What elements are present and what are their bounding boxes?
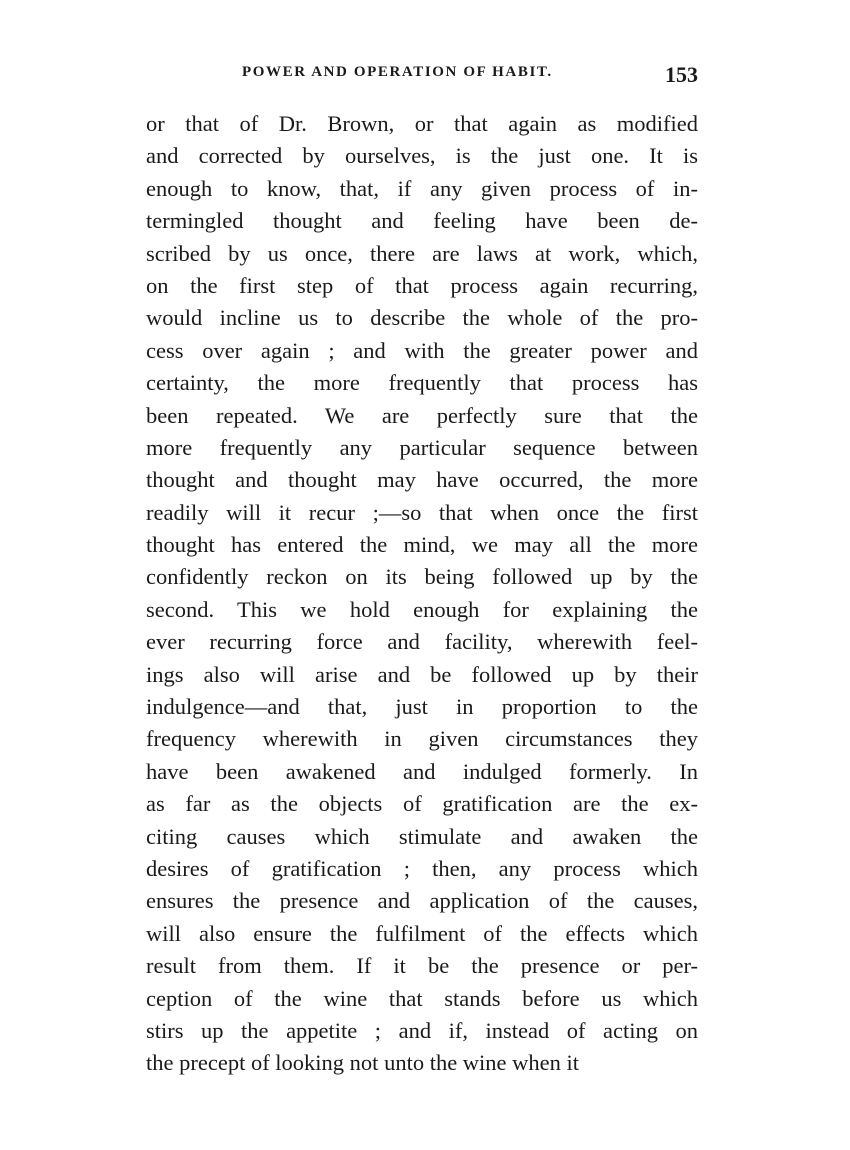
text-line: readily will it recur ;—so that when once the first bbox=[146, 499, 698, 525]
text-line: will also ensure the fulfilment of the effects which bbox=[146, 920, 698, 946]
text-line: been repeated. We are perfectly sure that the bbox=[146, 402, 698, 428]
text-line: result from them. If it be the presence or per- bbox=[146, 953, 698, 979]
page-number: 153 bbox=[665, 62, 698, 87]
text-line: confidently reckon on its being followed up by the bbox=[146, 564, 698, 590]
text-line: termingled thought and feeling have been de- bbox=[146, 208, 698, 234]
text-line: ever recurring force and facility, wherewith feel- bbox=[146, 629, 698, 655]
text-line: ings also will arise and be followed up by their bbox=[146, 661, 698, 687]
running-title: POWER AND OPERATION OF HABIT. bbox=[242, 64, 553, 80]
text-line: citing causes which stimulate and awaken the bbox=[146, 823, 698, 849]
text-line: have been awakened and indulged formerly. In bbox=[146, 758, 698, 784]
text-line: ensures the presence and application of the causes, bbox=[146, 888, 698, 914]
text-line: on the first step of that process again recurring, bbox=[146, 272, 698, 298]
text-line: indulgence—and that, just in proportion to the bbox=[146, 694, 698, 720]
body-text bbox=[146, 108, 698, 1080]
text-line: enough to know, that, if any given process of in- bbox=[146, 175, 698, 201]
text-line: desires of gratification ; then, any process which bbox=[146, 855, 698, 881]
text-line: would incline us to describe the whole of the pro- bbox=[146, 305, 698, 331]
text-line: or that of Dr. Brown, or that again as modified bbox=[146, 111, 698, 136]
text-line: more frequently any particular sequence between bbox=[146, 434, 698, 460]
text-line: frequency wherewith in given circumstances they bbox=[146, 726, 698, 752]
text-line: cess over again ; and with the greater power and bbox=[146, 337, 698, 363]
text-line: as far as the objects of gratification are the ex- bbox=[146, 791, 698, 817]
text-line: the precept of looking not unto the wine when it bbox=[146, 1050, 580, 1076]
text-line: thought and thought may have occurred, the more bbox=[146, 467, 698, 493]
text-line: ception of the wine that stands before us which bbox=[146, 985, 698, 1011]
running-head bbox=[146, 62, 698, 86]
text-line: scribed by us once, there are laws at work, which, bbox=[146, 240, 698, 266]
text-line: stirs up the appetite ; and if, instead of acting on bbox=[146, 1017, 698, 1043]
text-line: second. This we hold enough for explaining the bbox=[146, 596, 698, 622]
text-line: and corrected by ourselves, is the just one. It is bbox=[146, 143, 698, 169]
text-line: thought has entered the mind, we may all the more bbox=[146, 532, 698, 558]
text-line: certainty, the more frequently that process has bbox=[146, 370, 698, 396]
